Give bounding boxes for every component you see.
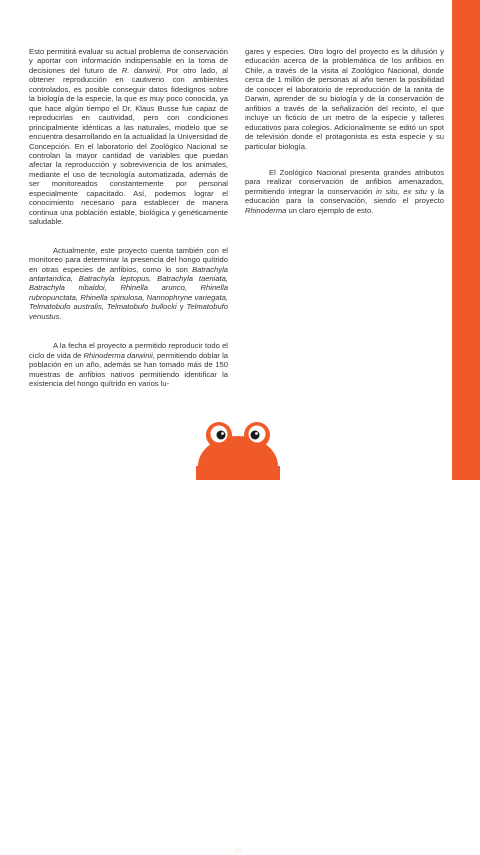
text-run: y — [176, 302, 187, 312]
italic-text-run: Telmatobufo venustus — [29, 302, 228, 321]
page-number: 65 — [234, 848, 242, 855]
left-paragraph-2 — [29, 246, 228, 322]
text-run: Actualmente, este proyecto cuenta también con el monitoreo para determinar la presencia del hongo quítrido en otras especies de anfibios, como lo son — [29, 245, 228, 274]
left-paragraph-3 — [29, 341, 228, 388]
text-run: A la fecha el proyecto a permitido reproducir todo el ciclo de vida de — [29, 341, 228, 360]
text-run: gares y especies. Otro logro del proyecto es la difusión y educación acerca de la problemática de los anfibios en Chile, a través de la visita al Zoológico Nacional, donde cerca de 1 millón de personas al año tienen la posibilidad de conocer el laboratorio de reproducción de la ranita de Darwin, aprender de su biología y de la conservación de anfibios a través de la señalización del recinto, el que incluye un ficticio de un metro de la especie y talleres educativos para colegios. Adicionalmente se editó un spot de televisión donde el protagonista es esta especie y su particular biología. — [245, 47, 444, 151]
text-run: . Por otro lado, al obtener reproducción en cautiverio con ambientes controlados, es posible conseguir datos fidedignos sobre la biología de la especie, la que es muy poco conocida, ya que hace algún tiempo el Dr. Klaus Busse fue capaz de reproducirlas en cautividad, pero con condiciones principalmente idénticas a las naturales, modelo que se encuentra desarrollando en la actualidad la Universidad de Concepción. En el laboratorio del Zoológico Nacional se controlan la mayor cantidad de variables que puedan afectar la reproducción y sobrevivencia de los animales, mediante el uso de tecnología automatizada, además de ser monitoreados constantemente por personal especialmente capacitado. Así, podemos lograr el conocimiento necesario para establecer de manera continua una población estable, biológica y genéticamente saludable. — [29, 65, 228, 227]
italic-text-run: Batrachyla antartandica, Batrachyla leptopus, Batrachyla taeniata, Batrachyla nibaldoi, Rhinella arunco, Rhinella rubropunctata, Rhinella spinulosa, Nannophryne variegata, Telmatobufo australis, Telmatobufo bullocki — [29, 264, 228, 312]
italic-text-run: R. darwinii — [121, 65, 160, 75]
left-paragraph-1 — [29, 47, 228, 227]
right-paragraph-1 — [245, 47, 444, 151]
text-run: . — [59, 311, 62, 321]
text-run: El Zoológico Nacional presenta grandes atributos para realizar conservación de anfibios amenazados, permitiendo integrar la conservación — [245, 167, 444, 196]
text-run: y la educación para la conservación, siendo el proyecto — [245, 186, 444, 206]
right-column — [245, 47, 444, 225]
left-column — [29, 47, 228, 398]
text-run: un claro ejemplo de esto. — [286, 205, 374, 215]
frog-face-icon — [196, 418, 280, 855]
right-paragraph-2 — [245, 168, 444, 215]
italic-text-run: Rhinoderma darwinii — [83, 350, 153, 360]
orange-side-bar — [452, 0, 480, 480]
text-run: Esto permitirá evaluar su actual problema de conservación y aportar con información indispensable en la toma de decisiones del futuro de — [29, 47, 228, 75]
text-run: , permitiendo doblar la población en un año, además se han tomado más de 150 muestras de anfibios nativos permitiendo identificar la existencia del hongo quítrido en varios lu- — [29, 350, 228, 389]
italic-text-run: Rhinoderma — [245, 205, 287, 215]
italic-text-run: in situ, ex situ — [375, 186, 427, 196]
